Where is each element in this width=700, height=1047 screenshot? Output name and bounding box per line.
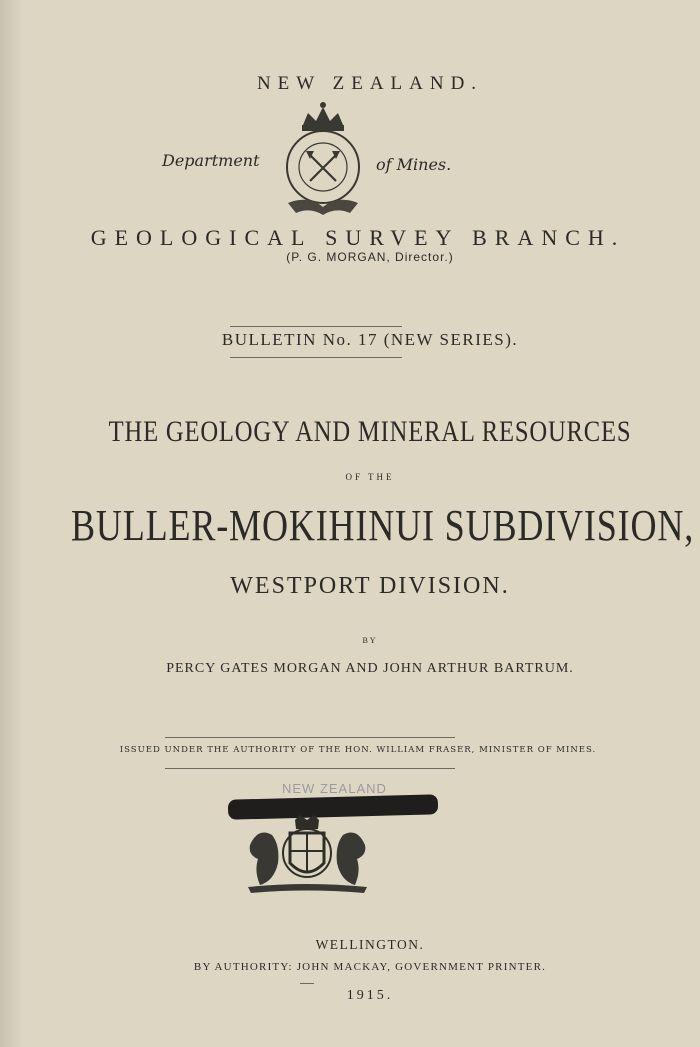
divider-rule xyxy=(300,983,314,984)
imprint-city: WELLINGTON. xyxy=(315,937,425,952)
title-connector: OF THE xyxy=(345,472,395,482)
director-line: (P. G. MORGAN, Director.) xyxy=(286,250,454,264)
geological-survey-seal-icon xyxy=(278,95,368,220)
main-title: THE GEOLOGY AND MINERAL RESOURCES xyxy=(108,415,632,448)
imprint-year: 1915. xyxy=(346,988,394,1003)
authors-names: PERCY GATES MORGAN AND JOHN ARTHUR BARTRUM. xyxy=(166,661,574,676)
by-label: BY xyxy=(362,636,378,645)
issued-authority: ISSUED UNDER THE AUTHORITY OF THE HON. WILLIAM FRASER, MINISTER OF MINES. xyxy=(119,745,597,755)
imprint-printer: BY AUTHORITY: JOHN MACKAY, GOVERNMENT PRINTER. xyxy=(193,961,547,973)
library-stamp: NEW ZEALAND xyxy=(282,781,387,796)
divider-rule xyxy=(230,357,402,358)
divider-rule xyxy=(165,737,455,738)
divider-rule xyxy=(230,326,402,327)
bulletin-number: BULLETIN No. 17 (NEW SERIES). xyxy=(221,330,519,349)
royal-coat-of-arms-icon xyxy=(240,815,375,895)
department-label-right: of Mines. xyxy=(376,155,452,174)
country-heading: NEW ZEALAND. xyxy=(256,73,484,94)
divider-rule xyxy=(165,768,455,769)
branch-heading: GEOLOGICAL SURVEY BRANCH. xyxy=(90,225,626,250)
subdivision-title: BULLER-MOKIHINUI SUBDIVISION, xyxy=(71,501,695,550)
division-title: WESTPORT DIVISION. xyxy=(230,573,510,599)
department-label-left: Department xyxy=(162,151,260,170)
